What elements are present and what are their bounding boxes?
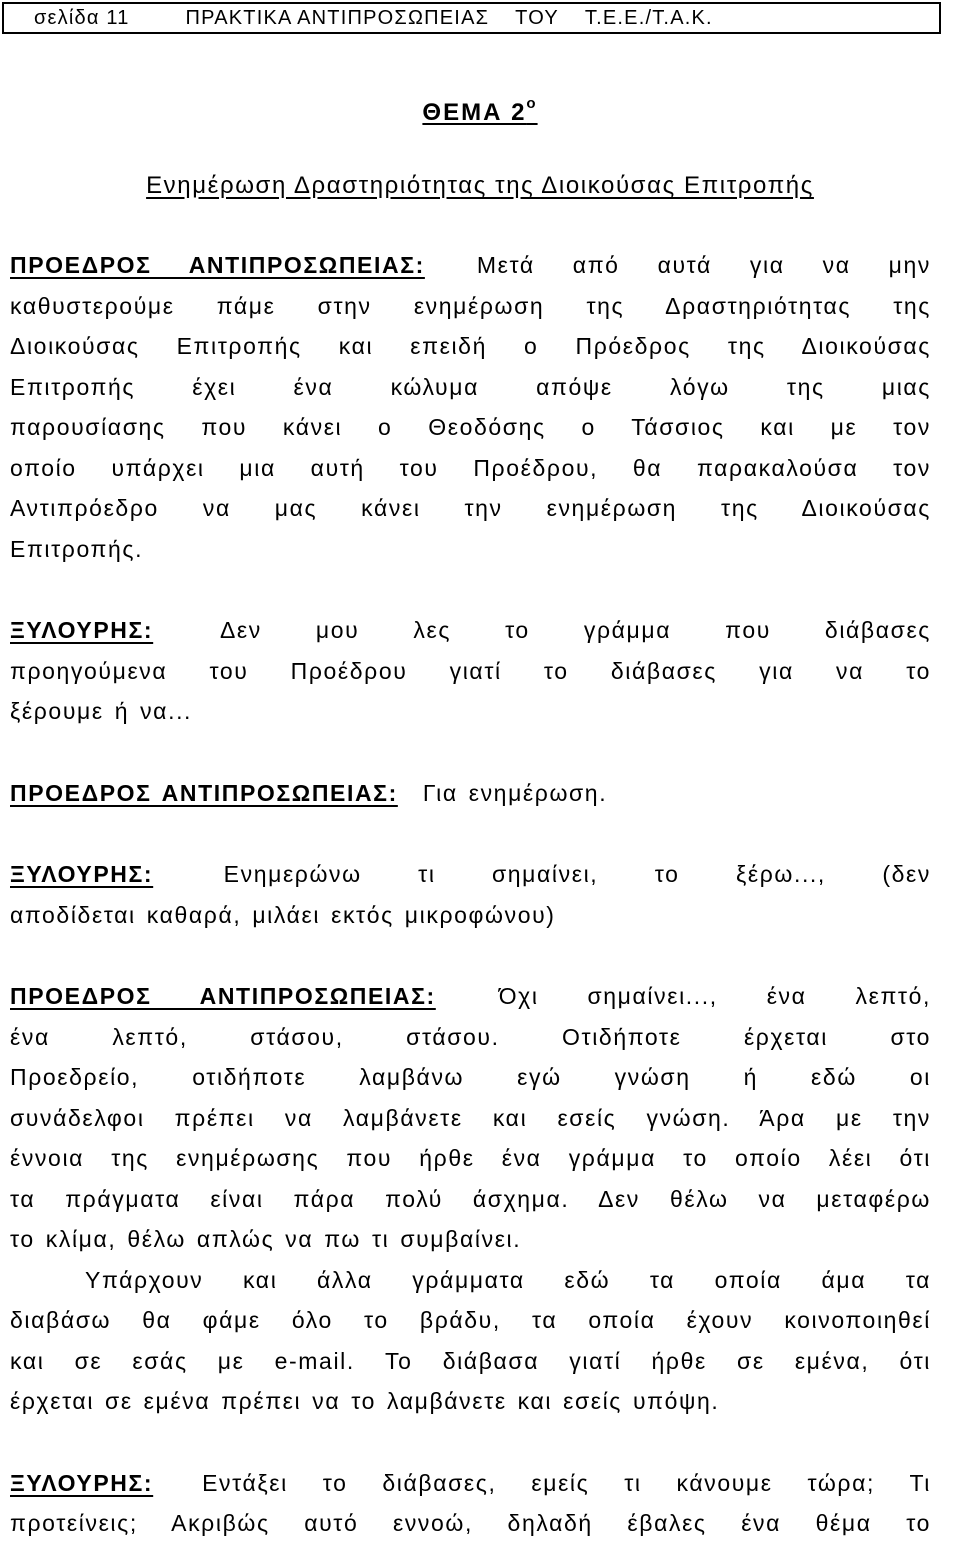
page-header bbox=[2, 2, 941, 34]
speaker-name: ΠΡΟΕΔΡΟΣ ΑΝΤΙΠΡΟΣΩΠΕΙΑΣ: bbox=[10, 252, 425, 278]
transcript-line: τα πράγματα είναι πάρα πολύ άσχημα. Δεν θέλω να μεταφέρω bbox=[10, 1185, 931, 1212]
speaker-name: ΠΡΟΕΔΡΟΣ ΑΝΤΙΠΡΟΣΩΠΕΙΑΣ: bbox=[10, 779, 398, 806]
header-title-part2: ΤΟΥ bbox=[515, 7, 559, 29]
transcript-line bbox=[10, 1463, 931, 1504]
transcript-line: οποίο υπάρχει μια αυτή του Προέδρου, θα παρακαλούσα τον bbox=[10, 454, 931, 481]
transcript-line: παρουσίασης που κάνει ο Θεοδόσης ο Τάσσιος και με τον bbox=[10, 414, 931, 440]
transcript-line: αποδίδεται καθαρά, μιλάει εκτός μικροφώνου) bbox=[10, 901, 556, 928]
transcript-line: έννοια της ενημέρωσης που ήρθε ένα γράμμα το οποίο λέει ότι bbox=[10, 1145, 931, 1171]
transcript-line: ένα λεπτό, στάσου, στάσου. Οτιδήποτε έρχεται στο bbox=[10, 1023, 931, 1050]
transcript-line: και σε εσάς με e-mail. Το διάβασα γιατί ήρθε σε εμένα, ότι bbox=[10, 1347, 931, 1374]
line-text: Μετά από αυτά για να μην bbox=[476, 252, 931, 278]
transcript-line: Διοικούσας Επιτροπής και επειδή ο Πρόεδρος της Διοικούσας bbox=[10, 333, 931, 359]
line-text: Εντάξει το διάβασες, εμείς τι κάνουμε τώρα; Τι bbox=[202, 1469, 931, 1496]
transcript-line: Αντιπρόεδρο να μας κάνει την ενημέρωση της Διοικούσας bbox=[10, 495, 931, 521]
transcript-line: διαβάσω θα φάμε όλο το βράδυ, τα οποία έχουν κοινοποιηθεί bbox=[10, 1307, 931, 1333]
transcript-line: καθυστερούμε πάμε στην ενημέρωση της Δραστηριότητας της bbox=[10, 292, 931, 319]
line-text: Δεν μου λες το γράμμα που διάβασες bbox=[219, 617, 931, 643]
speaker-name: ΞΥΛΟΥΡΗΣ: bbox=[10, 861, 154, 887]
transcript-line: Προεδρείο, οτιδήποτε λαμβάνω εγώ γνώση ή εδώ οι bbox=[10, 1064, 931, 1090]
transcript-line: το κλίμα, θέλω απλώς να πω τι συμβαίνει. bbox=[10, 1226, 522, 1252]
line-text: Όχι σημαίνει..., ένα λεπτό, bbox=[498, 983, 931, 1009]
transcript-line: ξέρουμε ή να... bbox=[10, 698, 193, 724]
transcript-line: συνάδελφοι πρέπει να λαμβάνετε και εσείς γνώση. Άρα με την bbox=[10, 1104, 931, 1131]
page-number: σελίδα 11 bbox=[34, 7, 130, 29]
line-text: Υπάρχουν και άλλα γράμματα εδώ τα οποία άμα τα bbox=[85, 1266, 931, 1293]
transcript-line bbox=[10, 976, 931, 1017]
speaker-name: ΞΥΛΟΥΡΗΣ: bbox=[10, 1469, 154, 1496]
transcript-line: Επιτροπής. bbox=[10, 535, 144, 562]
topic-title bbox=[0, 84, 960, 133]
transcript-line bbox=[10, 1260, 931, 1301]
section-subtitle: Ενημέρωση Δραστηριότητας της Διοικούσας Επιτροπής bbox=[146, 172, 814, 199]
transcript-line bbox=[10, 610, 931, 651]
header-title-part3: Τ.Ε.Ε./Τ.Α.Κ. bbox=[584, 7, 713, 29]
line-text: Ενημερώνω τι σημαίνει, το ξέρω..., (δεν bbox=[223, 861, 931, 887]
transcript-line bbox=[10, 854, 931, 895]
transcript-line: προτείνεις; Ακριβώς αυτό εννοώ, δηλαδή έβαλες ένα θέμα το bbox=[10, 1510, 931, 1536]
speaker-name: ΠΡΟΕΔΡΟΣ ΑΝΤΙΠΡΟΣΩΠΕΙΑΣ: bbox=[10, 983, 436, 1009]
header-title-part1: ΠΡΑΚΤΙΚΑ ΑΝΤΙΠΡΟΣΩΠΕΙΑΣ bbox=[185, 7, 490, 29]
transcript-line: έρχεται σε εμένα πρέπει να το λαμβάνετε και εσείς υπόψη. bbox=[10, 1388, 720, 1414]
transcript-line bbox=[10, 773, 931, 814]
transcript-body bbox=[10, 245, 931, 1544]
speaker-name: ΞΥΛΟΥΡΗΣ: bbox=[10, 617, 154, 643]
topic-superscript: ο bbox=[526, 95, 538, 112]
transcript-line: Επιτροπής έχει ένα κώλυμα απόψε λόγω της μιας bbox=[10, 373, 931, 400]
line-text: Για ενημέρωση. bbox=[422, 779, 608, 806]
transcript-line bbox=[10, 245, 931, 286]
topic-label: ΘΕΜΑ 2 bbox=[422, 99, 527, 126]
transcript-line: προηγούμενα του Προέδρου γιατί το διάβασες για να το bbox=[10, 657, 931, 684]
